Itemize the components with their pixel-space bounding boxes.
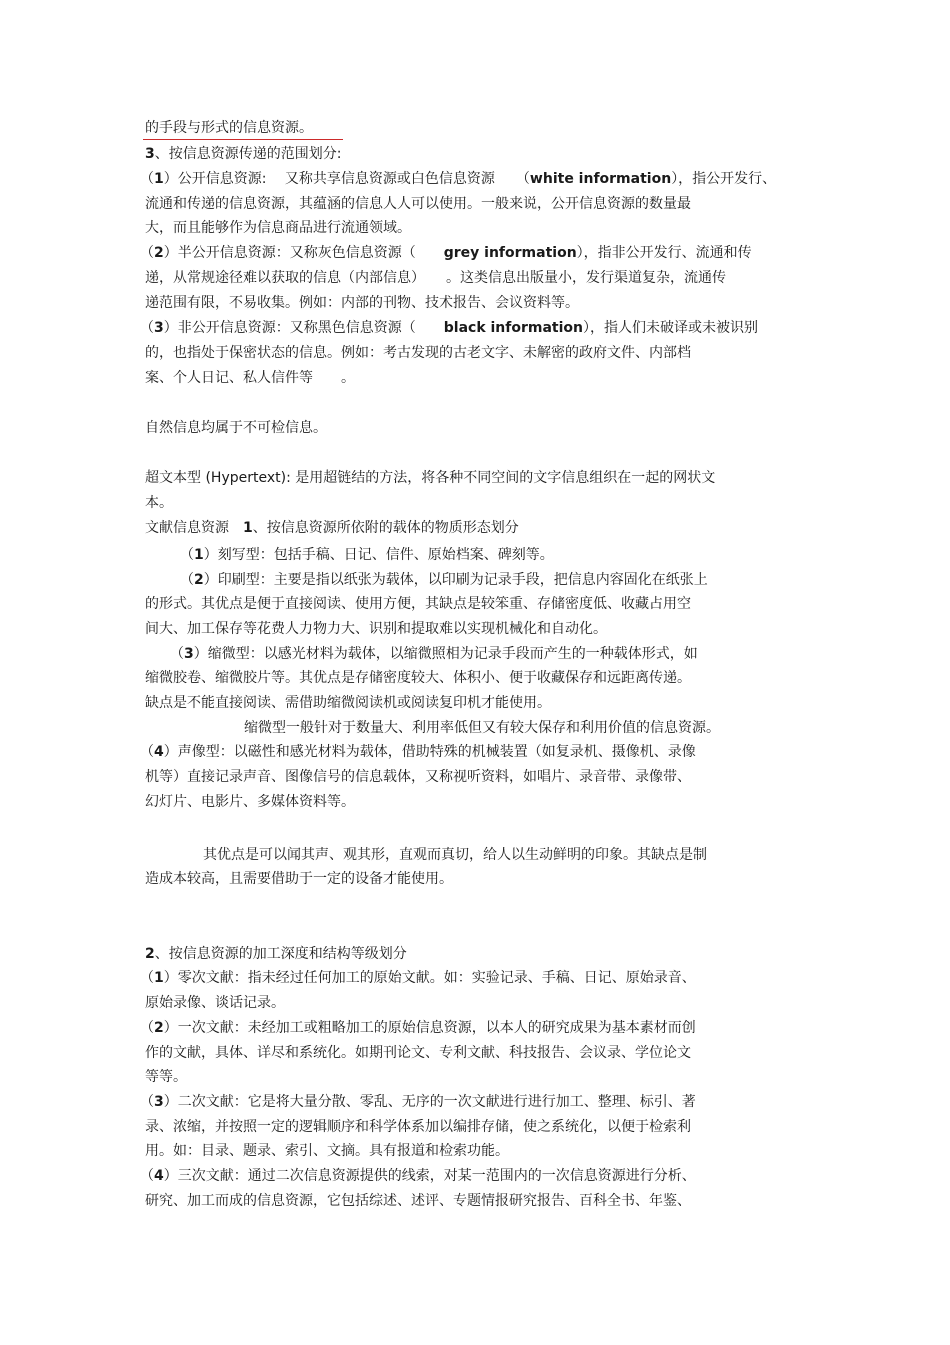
text-line: 流通和传递的信息资源，其蕴涵的信息人人可以使用。一般来说，公开信息资源的数量最: [145, 196, 691, 212]
text-line: 研究、加工而成的信息资源，它包括综述、述评、专题情报研究报告、百科全书、年鉴、: [145, 1193, 691, 1209]
text-line: 缩微型一般针对于数量大、利用率低但又有较大保存和利用价值的信息资源。: [244, 720, 720, 736]
text-line: 幻灯片、电影片、多媒体资料等。: [145, 794, 355, 810]
text-line: 超文本型 (Hypertext): 是用超链结的方法，将各种不同空间的文字信息组织在一起的网状文: [145, 470, 716, 486]
text-line: 其优点是可以闻其声、观其形，直观而真切，给人以生动鲜明的印象。其缺点是制: [203, 847, 707, 863]
text-line: 造成本较高，且需要借助于一定的设备才能使用。: [145, 871, 453, 887]
text-line: （4）三次文献：通过二次信息资源提供的线索，对某一范围内的一次信息资源进行分析、: [140, 1168, 696, 1184]
text-line: 的形式。其优点是便于直接阅读、使用方便，其缺点是较笨重、存储密度低、收藏占用空: [145, 596, 691, 612]
text-line: （4）声像型：以磁性和感光材料为载体，借助特殊的机械装置（如复录机、摄像机、录像: [140, 744, 696, 760]
text-line: 用。如：目录、题录、索引、文摘。具有报道和检索功能。: [145, 1143, 509, 1159]
text-line: 间大、加工保存等花费人力物力大、识别和提取难以实现机械化和自动化。: [145, 621, 607, 637]
text-line: （1）刻写型：包括手稿、日记、信件、原始档案、碑刻等。: [180, 547, 554, 563]
text-line: （1）零次文献：指未经过任何加工的原始文献。如：实验记录、手稿、日记、原始录音、: [140, 970, 696, 986]
text-line: （3）非公开信息资源：又称黑色信息资源（ black information），指人们未破译或未被识别: [140, 320, 758, 336]
text-line: 大，而且能够作为信息商品进行流通领域。: [145, 220, 411, 236]
text-line: 缺点是不能直接阅读、需借助缩微阅读机或阅读复印机才能使用。: [145, 695, 551, 711]
text-line: 递，从常规途径难以获取的信息（内部信息） 。这类信息出版量小，发行渠道复杂，流通传: [145, 270, 726, 286]
section-heading: 3、按信息资源传递的范围划分:: [145, 146, 342, 162]
section-heading: 文献信息资源 1、按信息资源所依附的载体的物质形态划分: [145, 520, 519, 536]
text-line: （2）一次文献：未经加工或粗略加工的原始信息资源，以本人的研究成果为基本素材而创: [140, 1020, 696, 1036]
section-heading: 2、按信息资源的加工深度和结构等级划分: [145, 946, 407, 962]
text-line: 自然信息均属于不可检信息。: [145, 420, 327, 436]
text-line: 等等。: [145, 1069, 187, 1085]
text-line: （2）印刷型：主要是指以纸张为载体，以印刷为记录手段，把信息内容固化在纸张上: [180, 572, 708, 588]
text-line: （3）缩微型：以感光材料为载体，以缩微照相为记录手段而产生的一种载体形式，如: [170, 646, 698, 662]
text-line: 原始录像、谈话记录。: [145, 995, 285, 1011]
text-line: （3）二次文献：它是将大量分散、零乱、无序的一次文献进行进行加工、整理、标引、著: [140, 1094, 696, 1110]
text-line: 缩微胶卷、缩微胶片等。其优点是存储密度较大、体积小、便于收藏保存和远距离传递。: [145, 670, 691, 686]
text-line: 递范围有限，不易收集。例如：内部的刊物、技术报告、会议资料等。: [145, 295, 579, 311]
text-line: 案、个人日记、私人信件等 。: [145, 370, 355, 386]
text-line: 录、浓缩，并按照一定的逻辑顺序和科学体系加以编排存储，使之系统化，以便于检索利: [145, 1119, 691, 1135]
text-line: （2）半公开信息资源：又称灰色信息资源（ grey information），指非公开发行、流通和传: [140, 245, 752, 261]
text-line: 本。: [145, 495, 173, 511]
text-line: 的手段与形式的信息资源。: [145, 120, 313, 136]
text-line: （1）公开信息资源: 又称共享信息资源或白色信息资源 （white information），指公开发行、: [140, 171, 777, 187]
red-underline-mark: [143, 139, 343, 140]
text-line: 作的文献，具体、详尽和系统化。如期刊论文、专利文献、科技报告、会议录、学位论文: [145, 1045, 691, 1061]
text-line: 机等）直接记录声音、图像信号的信息载体，又称视听资料，如唱片、录音带、录像带、: [145, 769, 691, 785]
text-line: 的，也指处于保密状态的信息。例如：考古发现的古老文字、未解密的政府文件、内部档: [145, 345, 691, 361]
